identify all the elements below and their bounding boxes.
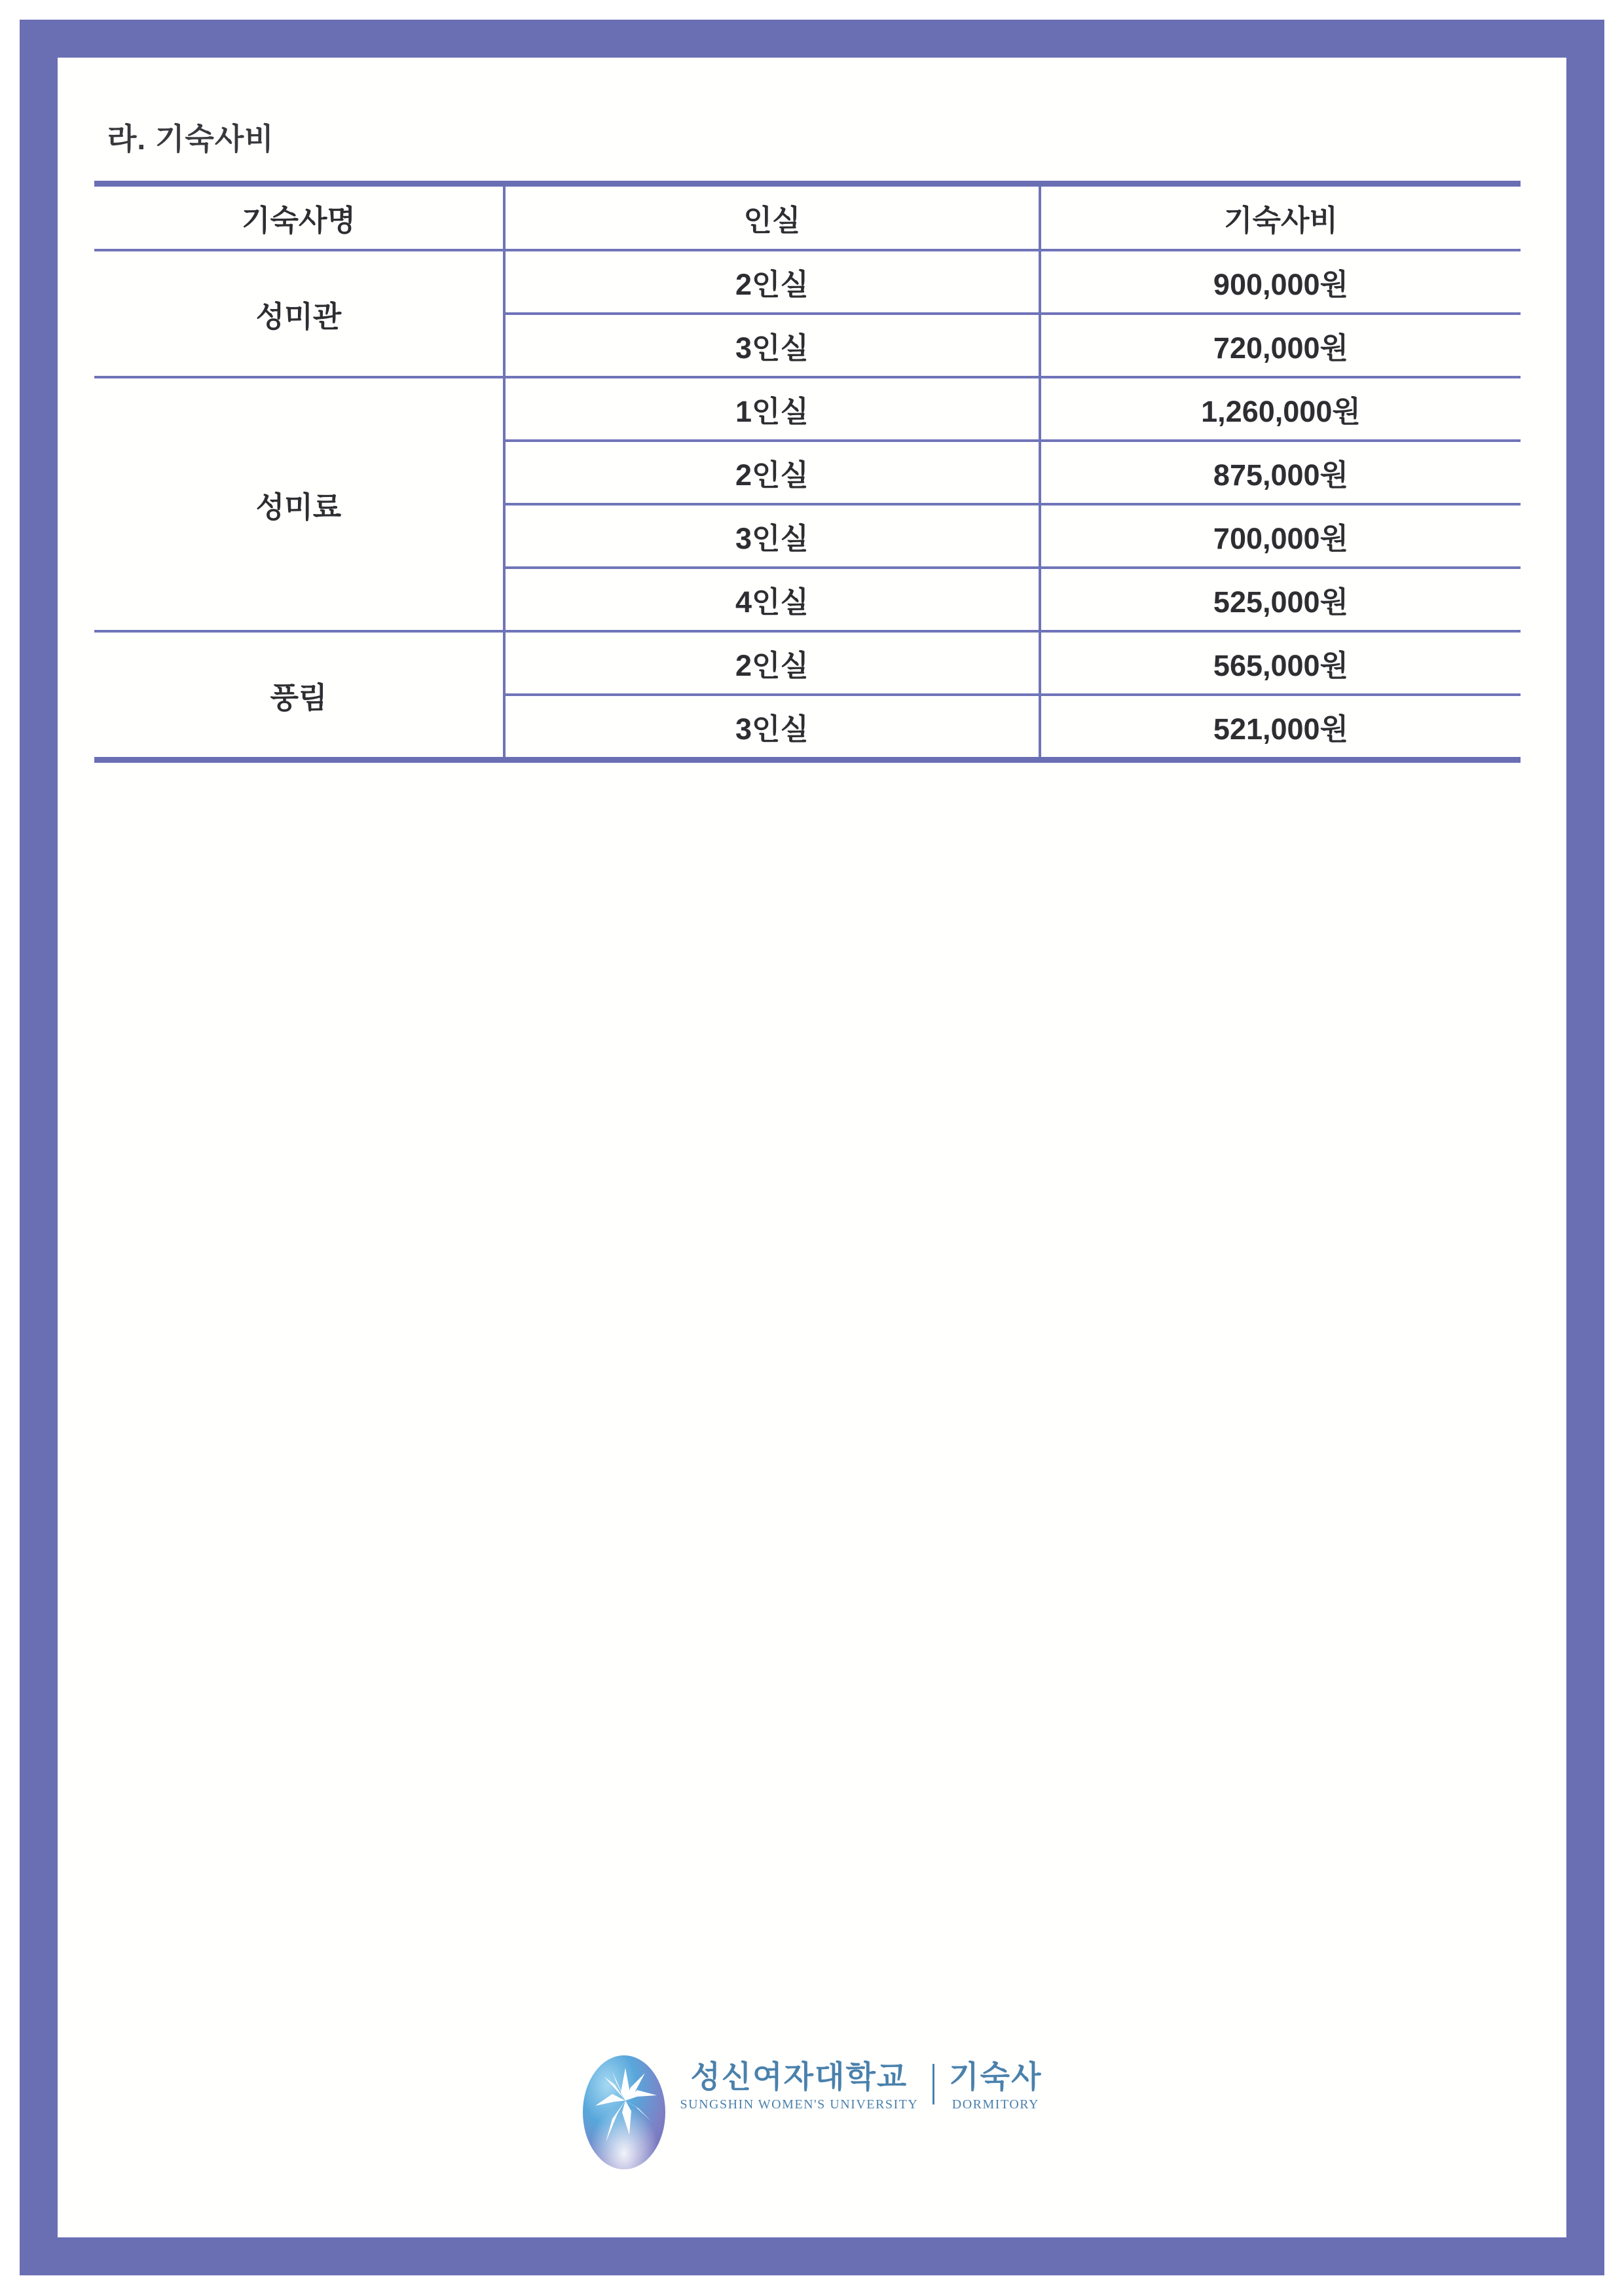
logo-divider (932, 2064, 934, 2104)
room-type-cell: 2인실 (504, 441, 1040, 504)
header-row (94, 184, 1521, 251)
logo-dormitory-en: DORMITORY (951, 2097, 1039, 2112)
table-row (94, 377, 1521, 441)
fee-cell: 900,000원 (1040, 250, 1521, 314)
logo-university-block (680, 2061, 919, 2111)
room-type-cell: 1인실 (504, 377, 1040, 441)
page-title: 라. 기숙사비 (107, 122, 274, 156)
header-dorm-name: 기숙사명 (94, 184, 504, 251)
logo-university-name-en: SUNGSHIN WOMEN'S UNIVERSITY (680, 2097, 919, 2112)
footer-logo (58, 2055, 1566, 2170)
header-room-type: 인실 (504, 184, 1040, 251)
header-fee: 기숙사비 (1040, 184, 1521, 251)
logo-university-name-kr: 성신여자대학교 (690, 2059, 908, 2094)
table-row (94, 631, 1521, 695)
room-type-cell: 2인실 (504, 631, 1040, 695)
university-emblem-icon (582, 2055, 666, 2170)
room-type-cell: 4인실 (504, 568, 1040, 631)
logo-dormitory-kr: 기숙사 (949, 2059, 1043, 2094)
room-type-cell: 3인실 (504, 504, 1040, 568)
dorm-fee-table (94, 181, 1521, 763)
dorm-name-cell: 성미관 (94, 250, 504, 377)
dorm-fee-table-body (94, 250, 1521, 760)
dorm-name-cell: 풍림 (94, 631, 504, 760)
fee-cell: 875,000원 (1040, 441, 1521, 504)
room-type-cell: 3인실 (504, 314, 1040, 377)
page-content (58, 58, 1566, 2237)
table-row (94, 250, 1521, 314)
fee-cell: 565,000원 (1040, 631, 1521, 695)
fee-cell: 521,000원 (1040, 695, 1521, 760)
page-border-frame (20, 20, 1604, 2275)
logo-dormitory-block (949, 2061, 1042, 2111)
fee-cell: 1,260,000원 (1040, 377, 1521, 441)
fee-cell: 700,000원 (1040, 504, 1521, 568)
dorm-fee-table-header (94, 184, 1521, 251)
room-type-cell: 3인실 (504, 695, 1040, 760)
fee-cell: 720,000원 (1040, 314, 1521, 377)
dorm-name-cell: 성미료 (94, 377, 504, 631)
fee-cell: 525,000원 (1040, 568, 1521, 631)
room-type-cell: 2인실 (504, 250, 1040, 314)
